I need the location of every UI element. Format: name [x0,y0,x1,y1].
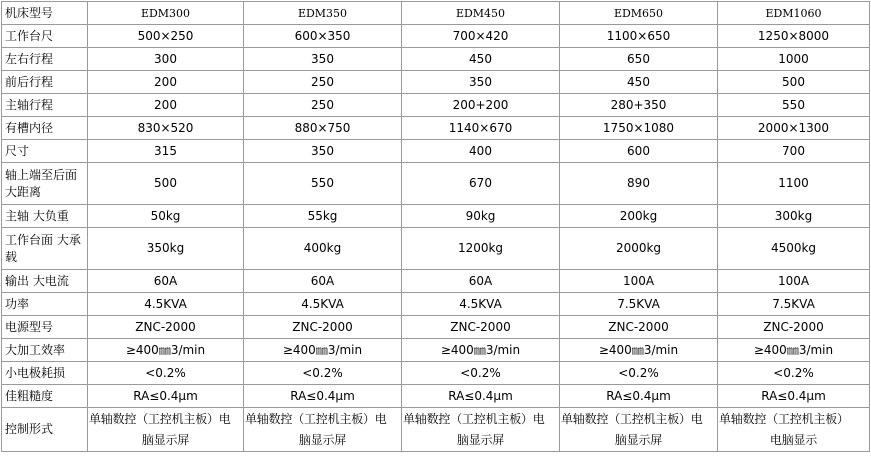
row-label: 功率 [2,293,88,316]
table-row [2,25,870,48]
value-cell: ≥400㎜3/min [560,339,718,362]
value-cell: 2000×1300 [718,117,870,140]
value-cell: <0.2% [402,362,560,385]
table-row [2,140,870,163]
row-label: 主轴行程 [2,94,88,117]
value-cell: 250 [244,71,402,94]
value-cell: 500×250 [88,25,244,48]
model-cell: EDM300 [88,2,244,25]
control-line-1: 单轴数控（工控机主板）电 [89,411,231,426]
value-cell: 100A [560,270,718,293]
table-row [2,270,870,293]
value-cell: 1100×650 [560,25,718,48]
value-cell: 1750×1080 [560,117,718,140]
control-cell [244,408,402,452]
value-cell: ZNC-2000 [718,316,870,339]
value-cell: 550 [244,163,402,205]
control-line-2: 脑显示屏 [456,432,505,447]
row-label: 小电极耗损 [2,362,88,385]
control-line-1: 单轴数控（工控机主板） [719,411,849,426]
value-cell: RA≤0.4μm [560,385,718,408]
table-row [2,385,870,408]
value-cell: 7.5KVA [560,293,718,316]
value-cell: 1100 [718,163,870,205]
row-label: 轴上端至后面大距离 [2,163,88,205]
row-label: 大加工效率 [2,339,88,362]
header-label: 机床型号 [2,2,88,25]
control-cell [402,408,560,452]
spec-table [1,1,870,452]
value-cell: 4.5KVA [88,293,244,316]
value-cell: 650 [560,48,718,71]
value-cell: 600×350 [244,25,402,48]
value-cell: 100A [718,270,870,293]
value-cell: 700×420 [402,25,560,48]
value-cell: ≥400㎜3/min [244,339,402,362]
value-cell: 500 [88,163,244,205]
value-cell: RA≤0.4μm [244,385,402,408]
value-cell: 4.5KVA [244,293,402,316]
value-cell: ≥400㎜3/min [88,339,244,362]
value-cell: 280+350 [560,94,718,117]
value-cell: 700 [718,140,870,163]
row-label: 尺寸 [2,140,88,163]
value-cell: 4.5KVA [402,293,560,316]
control-line-1: 单轴数控（工控机主板）电 [561,411,703,426]
value-cell: 1250×8000 [718,25,870,48]
row-label: 工作台面 大承载 [2,228,88,270]
value-cell: 55kg [244,205,402,228]
value-cell: <0.2% [718,362,870,385]
table-row [2,163,870,205]
control-line-2: 脑显示屏 [298,432,347,447]
value-cell: 350 [402,71,560,94]
model-cell: EDM650 [560,2,718,25]
value-cell: <0.2% [560,362,718,385]
table-row [2,205,870,228]
control-line-2: 脑显示屏 [141,432,190,447]
table-row [2,48,870,71]
row-label: 控制形式 [2,408,88,452]
value-cell: 300 [88,48,244,71]
value-cell: 4500kg [718,228,870,270]
value-cell: 60A [88,270,244,293]
table-row [2,316,870,339]
value-cell: RA≤0.4μm [718,385,870,408]
value-cell: 400 [402,140,560,163]
value-cell: 350kg [88,228,244,270]
value-cell: 90kg [402,205,560,228]
row-label: 佳粗糙度 [2,385,88,408]
table-row [2,339,870,362]
value-cell: 600 [560,140,718,163]
model-cell: EDM350 [244,2,402,25]
value-cell: 1140×670 [402,117,560,140]
value-cell: 315 [88,140,244,163]
value-cell: 400kg [244,228,402,270]
value-cell: 60A [244,270,402,293]
row-label: 主轴 大负重 [2,205,88,228]
spec-table-body [2,2,870,452]
row-label: 电源型号 [2,316,88,339]
value-cell: 1200kg [402,228,560,270]
control-line-2: 脑显示屏 [614,432,663,447]
value-cell: 250 [244,94,402,117]
control-cell [560,408,718,452]
value-cell: 830×520 [88,117,244,140]
table-row [2,71,870,94]
value-cell: 200 [88,94,244,117]
value-cell: <0.2% [244,362,402,385]
table-row [2,362,870,385]
table-row-header [2,2,870,25]
table-row-control [2,408,870,452]
row-label: 前后行程 [2,71,88,94]
table-row [2,293,870,316]
value-cell: 60A [402,270,560,293]
control-line-1: 单轴数控（工控机主板）电 [245,411,387,426]
control-cell [88,408,244,452]
value-cell: 50kg [88,205,244,228]
value-cell: RA≤0.4μm [88,385,244,408]
value-cell: 1000 [718,48,870,71]
value-cell: ZNC-2000 [244,316,402,339]
value-cell: 880×750 [244,117,402,140]
model-cell: EDM450 [402,2,560,25]
value-cell: ≥400㎜3/min [402,339,560,362]
control-cell [718,408,870,452]
table-row [2,228,870,270]
value-cell: ZNC-2000 [402,316,560,339]
value-cell: 7.5KVA [718,293,870,316]
control-line-2: 电脑显示 [769,432,818,447]
value-cell: 450 [560,71,718,94]
value-cell: 890 [560,163,718,205]
value-cell: 350 [244,140,402,163]
value-cell: 350 [244,48,402,71]
row-label: 输出 大电流 [2,270,88,293]
value-cell: 450 [402,48,560,71]
row-label: 有槽内径 [2,117,88,140]
value-cell: 200+200 [402,94,560,117]
value-cell: ≥400㎜3/min [718,339,870,362]
control-line-1: 单轴数控（工控机主板）电 [403,411,545,426]
value-cell: 200kg [560,205,718,228]
value-cell: 670 [402,163,560,205]
value-cell: 500 [718,71,870,94]
row-label: 工作台尺 [2,25,88,48]
model-cell: EDM1060 [718,2,870,25]
value-cell: 2000kg [560,228,718,270]
row-label: 左右行程 [2,48,88,71]
table-row [2,117,870,140]
value-cell: <0.2% [88,362,244,385]
value-cell: 200 [88,71,244,94]
value-cell: ZNC-2000 [560,316,718,339]
value-cell: 550 [718,94,870,117]
value-cell: 300kg [718,205,870,228]
table-row [2,94,870,117]
value-cell: RA≤0.4μm [402,385,560,408]
value-cell: ZNC-2000 [88,316,244,339]
